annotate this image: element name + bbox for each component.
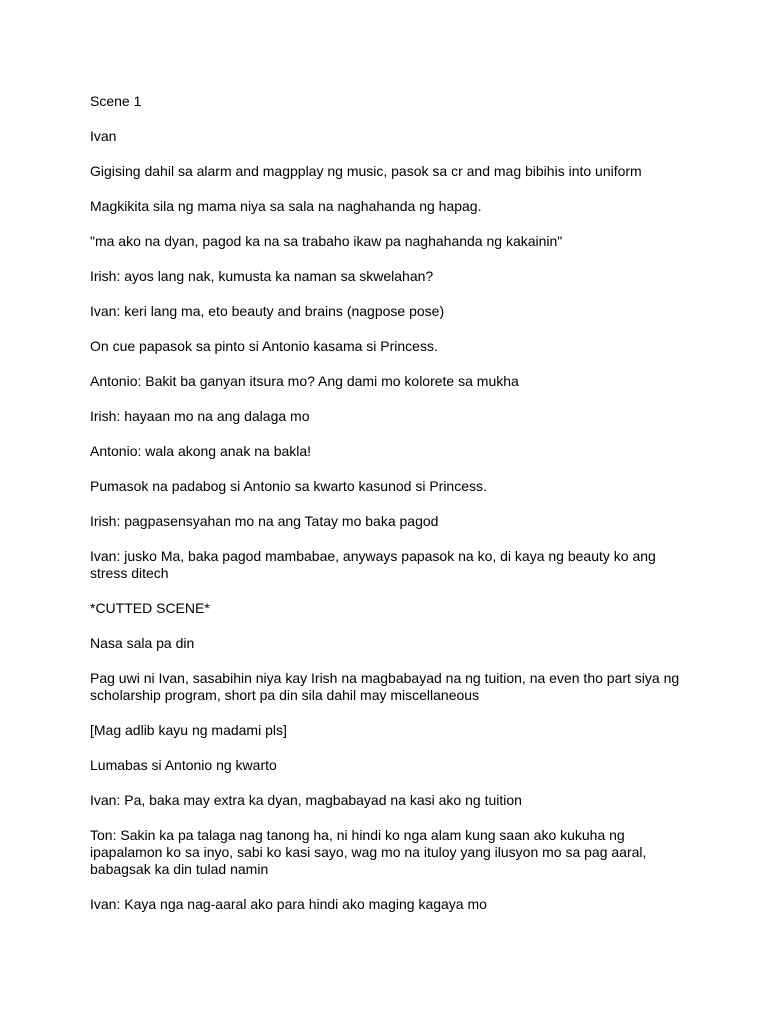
paragraph: Magkikita sila ng mama niya sa sala na naghahanda ng hapag. [90,198,482,214]
dialogue-line: Ivan: Kaya nga nag-aaral ako para hindi ako maging kagaya mo [90,896,487,912]
dialogue-line: Ivan: jusko Ma, baka pagod mambabae, anyways papasok na ko, di kaya ng beauty ko ang stress ditech [90,548,656,581]
dialogue-line: Irish: pagpasensyahan mo na ang Tatay mo baka pagod [90,513,439,529]
dialogue-line: Antonio: wala akong anak na bakla! [90,443,312,459]
dialogue-line: Irish: hayaan mo na ang dalaga mo [90,408,310,424]
paragraph: Gigising dahil sa alarm and magpplay ng music, pasok sa cr and mag bibihis into uniform [90,163,642,179]
dialogue-line: Ivan: Pa, baka may extra ka dyan, magbabayad na kasi ako ng tuition [90,792,522,808]
dialogue-line: Ivan: keri lang ma, eto beauty and brains (nagpose pose) [90,303,445,319]
stage-note: [Mag adlib kayu ng madami pls] [90,722,287,738]
paragraph: Lumabas si Antonio ng kwarto [90,757,277,773]
dialogue-line: "ma ako na dyan, pagod ka na sa trabaho ikaw pa naghahanda ng kakainin" [90,233,563,249]
paragraph: On cue papasok sa pinto si Antonio kasama si Princess. [90,338,438,354]
scene-heading: Scene 1 [90,93,142,109]
paragraph: Pumasok na padabog si Antonio sa kwarto kasunod si Princess. [90,478,487,494]
dialogue-line: Ton: Sakin ka pa talaga nag tanong ha, ni hindi ko nga alam kung saan ako kukuha ng ipapalamon ko sa inyo, sabi ko kasi sayo, wag mo na ituloy yang ilusyon mo sa pag aaral, babagsak ka din tulad namin [90,827,647,877]
paragraph: Nasa sala pa din [90,635,195,651]
paragraph: Pag uwi ni Ivan, sasabihin niya kay Irish na magbabayad na ng tuition, na even tho part siya ng scholarship program, short pa din sila dahil may miscellaneous [90,670,680,703]
character-name: Ivan [90,128,117,144]
scene-break: *CUTTED SCENE* [90,600,210,616]
dialogue-line: Irish: ayos lang nak, kumusta ka naman sa skwelahan? [90,268,434,284]
dialogue-line: Antonio: Bakit ba ganyan itsura mo? Ang dami mo kolorete sa mukha [90,373,519,389]
document-body [90,93,690,931]
